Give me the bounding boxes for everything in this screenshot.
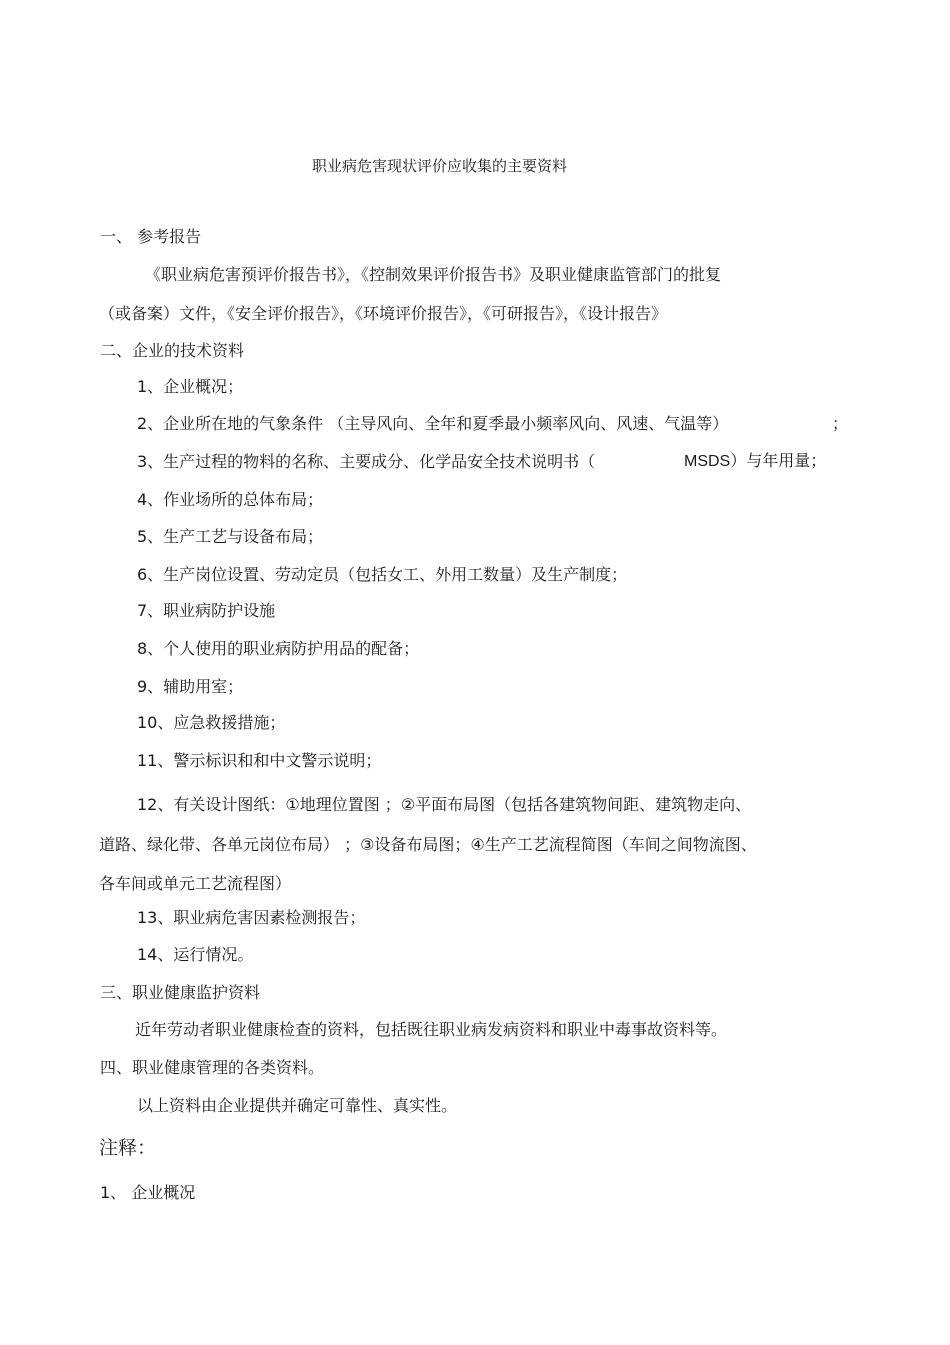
- notes-heading: 注释：: [99, 1137, 157, 1159]
- section-3-paragraph: 近年劳动者职业健康检查的资料，包括既往职业病发病资料和职业中毒事故资料等。: [135, 1020, 728, 1039]
- list-item: 3、生产过程的物料的名称、主要成分、化学品安全技术说明书（: [137, 452, 596, 471]
- notes-item-1: 1、 企业概况: [100, 1183, 196, 1202]
- list-item: 5、生产工艺与设备布局；: [137, 527, 324, 546]
- document-title: 职业病危害现状评价应收集的主要资料: [312, 157, 568, 175]
- list-item: 13、职业病危害因素检测报告；: [137, 908, 366, 927]
- list-item: 11、警示标识和和中文警示说明；: [137, 751, 382, 770]
- list-item: 6、生产岗位设置、劳动定员（包括女工、外用工数量）及生产制度；: [137, 565, 628, 584]
- list-item: 2、企业所在地的气象条件 （主导风向、全年和夏季最小频率风向、风速、气温等）: [137, 414, 729, 433]
- section-4-paragraph: 以上资料由企业提供并确定可靠性、真实性。: [137, 1096, 458, 1115]
- section-1-heading: 一、 参考报告: [100, 227, 202, 246]
- list-item: 12、有关设计图纸：①地理位置图 ；②平面布局图（包括各建筑物间距、建筑物走向、: [137, 795, 752, 814]
- section-3-heading: 三、职业健康监护资料: [100, 983, 261, 1002]
- list-item: 4、作业场所的总体布局；: [137, 490, 324, 509]
- section-2-heading: 二、企业的技术资料: [100, 341, 245, 360]
- list-item: 10、应急救援措施；: [137, 713, 286, 732]
- list-item: 8、个人使用的职业病防护用品的配备；: [137, 639, 420, 658]
- list-item-2-tail: ；: [832, 414, 849, 433]
- list-item: 14、运行情况。: [137, 945, 254, 964]
- list-item-12-line-3: 各车间或单元工艺流程图）: [99, 874, 292, 893]
- list-item: 9、辅助用室；: [137, 677, 244, 696]
- section-4-heading: 四、职业健康管理的各类资料。: [100, 1058, 325, 1077]
- list-item: 7、职业病防护设施: [137, 601, 276, 620]
- list-item-12-line-2: 道路、绿化带、各单元岗位布局） ；③设备布局图；④生产工艺流程简图（车间之间物流图、: [99, 835, 757, 854]
- list-item: 1、企业概况；: [137, 377, 244, 396]
- section-1-paragraph-line-2: （或备案）文件，《安全评价报告》，《环境评价报告》，《可研报告》，《设计报告》: [99, 304, 668, 323]
- section-1-paragraph-line-1: 《职业病危害预评价报告书》，《控制效果评价报告书》及职业健康监管部门的批复: [145, 265, 722, 284]
- list-item-3-tail: MSDS）与年用量；: [684, 453, 827, 470]
